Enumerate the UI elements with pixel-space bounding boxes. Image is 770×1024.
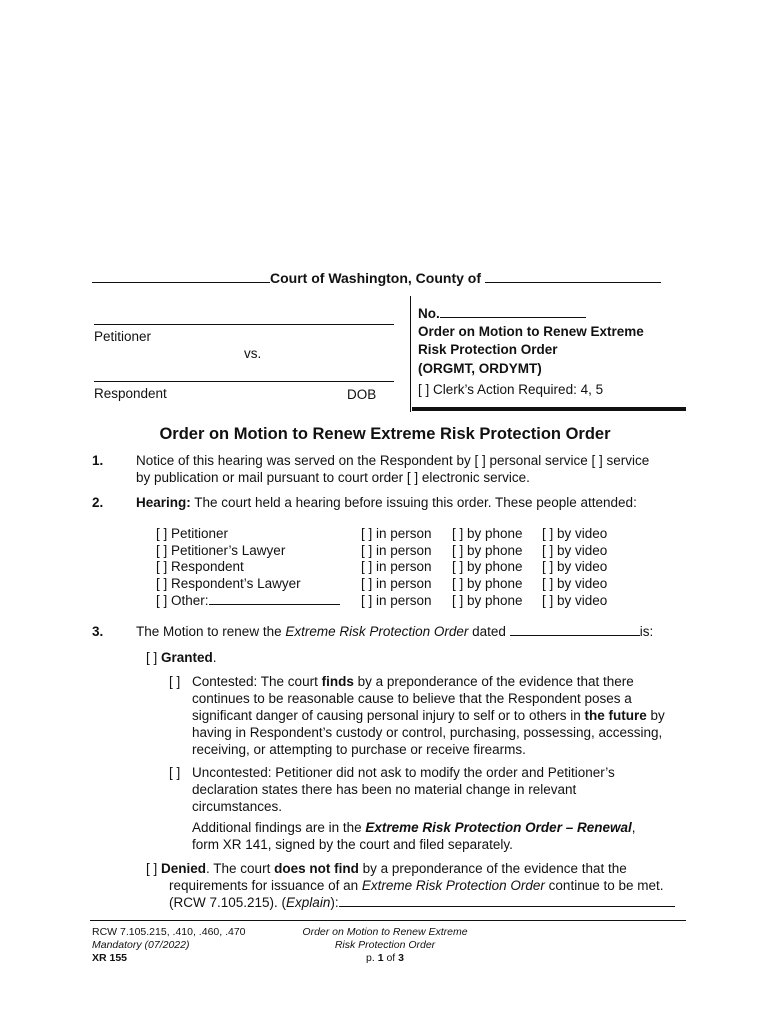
by-phone-checkbox[interactable]: [ ] by phone — [452, 575, 523, 591]
attendance-row — [156, 526, 607, 543]
denied-text: requirements for issuance of an Extreme Risk Protection Order continue to be met. (RCW 7.105.215). (Explain): — [169, 877, 675, 911]
attendee-respondent[interactable]: [ ] Respondent — [156, 559, 244, 574]
by-video-checkbox[interactable]: [ ] by video — [542, 526, 608, 541]
by-video-checkbox[interactable]: [ ] by video — [542, 575, 608, 591]
respondent-label: Respondent — [94, 386, 167, 401]
attendance-table — [156, 526, 607, 610]
uncontested-text: Uncontested: Petitioner did not ask to modify the order and Petitioner’s declaration states there has been no material change in relevant circumstances. — [192, 765, 615, 814]
main-title: Order on Motion to Renew Extreme Risk Protection Order — [159, 425, 611, 443]
footer-rule — [90, 920, 686, 921]
footer-rcw: RCW 7.105.215, .410, .460, .470 — [92, 926, 246, 938]
clerk-action[interactable]: [ ] Clerk’s Action Required: 4, 5 — [418, 382, 604, 397]
petitioner-line[interactable] — [94, 324, 394, 325]
in-person-checkbox[interactable]: [ ] in person — [361, 575, 432, 591]
attendance-row — [156, 592, 607, 610]
footer-mandatory: Mandatory (07/2022) — [92, 939, 190, 951]
footer-page-number: p. 1 of 3 — [366, 952, 404, 964]
in-person-checkbox[interactable]: [ ] in person — [361, 559, 432, 574]
in-person-checkbox[interactable]: [ ] in person — [361, 592, 432, 608]
by-phone-checkbox[interactable]: [ ] by phone — [452, 542, 523, 558]
case-number-blank[interactable] — [440, 305, 586, 318]
section2-number: 2. — [92, 495, 104, 510]
by-video-checkbox[interactable]: [ ] by video — [542, 559, 608, 574]
attendance-row — [156, 543, 607, 560]
attendee-other[interactable]: [ ] Other: — [156, 592, 361, 610]
attendee-petitioner-lawyer[interactable]: [ ] Petitioner’s Lawyer — [156, 542, 286, 558]
caption-divider — [410, 296, 411, 412]
attendance-row — [156, 559, 607, 576]
motion-date-blank[interactable] — [510, 623, 640, 636]
section1-line2: by publication or mail pursuant to court order [ ] electronic service. — [136, 470, 530, 485]
in-person-checkbox[interactable]: [ ] in person — [361, 542, 432, 558]
section3-intro: The Motion to renew the Extreme Risk Protection Order dated is: — [136, 624, 654, 639]
section2-text: Hearing: The court held a hearing before issuing this order. These people attended: — [136, 495, 637, 510]
doc-title-line1: Order on Motion to Renew Extreme — [418, 324, 644, 339]
attendance-row — [156, 576, 607, 593]
by-video-checkbox[interactable]: [ ] by video — [542, 592, 608, 608]
additional-findings: Additional findings are in the Extreme Risk Protection Order – Renewal, form XR 141, signed by the court and filed separately. — [192, 820, 636, 852]
attendee-petitioner[interactable]: [ ] Petitioner — [156, 526, 229, 541]
other-blank[interactable] — [209, 592, 340, 605]
footer-center — [270, 926, 500, 965]
footer-title-line2: Risk Protection Order — [334, 939, 436, 951]
footer-form-number: XR 155 — [92, 952, 128, 964]
contested-checkbox[interactable]: [ ] — [169, 674, 181, 689]
by-video-checkbox[interactable]: [ ] by video — [542, 542, 608, 558]
in-person-checkbox[interactable]: [ ] in person — [361, 526, 432, 541]
footer-left — [92, 926, 246, 965]
attendee-respondent-lawyer[interactable]: [ ] Respondent’s Lawyer — [156, 575, 301, 591]
uncontested-checkbox[interactable]: [ ] — [169, 765, 181, 780]
petitioner-label: Petitioner — [94, 329, 152, 344]
by-phone-checkbox[interactable]: [ ] by phone — [452, 559, 523, 574]
dob-label: DOB — [347, 387, 377, 402]
contested-text: Contested: The court finds by a preponderance of the evidence that there continues to be reasonable cause to believe that the Respondent poses a significant danger of causing personal injury to self or to others in the future by having in Respondent’s custody or control, purchasing, possessing, accessing, receiving, or attempting to purchase or receive firearms. — [192, 674, 665, 757]
footer-title-line1: Order on Motion to Renew Extreme — [302, 926, 468, 938]
section1-number: 1. — [92, 453, 104, 468]
respondent-line[interactable] — [94, 381, 394, 382]
by-phone-checkbox[interactable]: [ ] by phone — [452, 526, 523, 541]
granted-option[interactable]: [ ] Granted. — [146, 650, 217, 665]
denied-option[interactable]: [ ] Denied. The court does not find by a preponderance of the evidence that the — [146, 861, 627, 876]
court-heading: Court of Washington, County of — [92, 270, 682, 287]
doc-code: (ORGMT, ORDYMT) — [418, 361, 542, 376]
vs-label: vs. — [244, 346, 262, 361]
county-blank[interactable] — [485, 270, 661, 283]
doc-title-line2: Risk Protection Order — [418, 342, 558, 357]
court-blank[interactable] — [92, 270, 270, 283]
section1-line1: Notice of this hearing was served on the Respondent by [ ] personal service [ ] service — [136, 453, 650, 468]
explain-blank[interactable] — [339, 894, 675, 907]
by-phone-checkbox[interactable]: [ ] by phone — [452, 592, 523, 608]
section3-number: 3. — [92, 624, 104, 639]
caption-thick-rule — [412, 407, 686, 411]
case-number: No. — [418, 305, 586, 322]
